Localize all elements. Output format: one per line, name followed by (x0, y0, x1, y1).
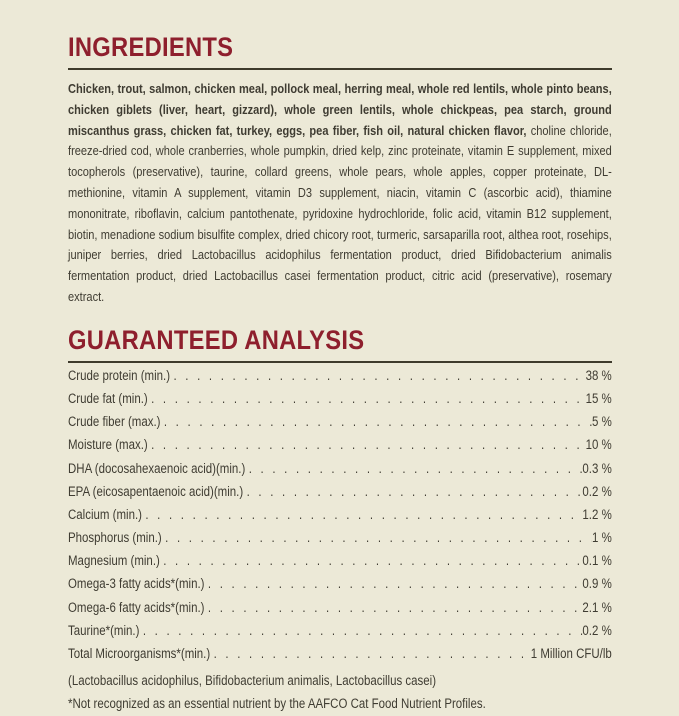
table-row (68, 507, 612, 530)
table-row (68, 646, 612, 669)
analysis-row-label: Moisture (max.) (68, 437, 148, 453)
ingredients-divider (68, 68, 612, 70)
guaranteed-analysis-section (68, 324, 612, 716)
ingredients-paragraph (68, 79, 612, 308)
dot-leader (204, 600, 582, 615)
dot-leader (210, 646, 531, 661)
analysis-row-label: Omega-6 fatty acids*(min.) (68, 599, 205, 615)
analysis-row-value: 0.2 % (582, 622, 612, 638)
analysis-row-label: EPA (eicosapentaenoic acid)(min.) (68, 483, 244, 499)
table-row (68, 576, 612, 599)
analysis-row-value: 2.1 % (582, 599, 612, 615)
ingredients-title: INGREDIENTS (68, 32, 234, 62)
analysis-row-value: 38 % (585, 367, 612, 383)
table-row (68, 484, 612, 507)
analysis-row-label: DHA (docosahexaenoic acid)(min.) (68, 460, 246, 476)
dot-leader (142, 507, 582, 522)
aafco-footnote: *Not recognized as an essential nutrient by the AAFCO Cat Food Nutrient Profiles. (68, 696, 486, 712)
dot-leader (160, 414, 592, 429)
dot-leader (245, 461, 582, 476)
table-row (68, 437, 612, 460)
dot-leader (148, 391, 586, 406)
analysis-row-value: 0.9 % (582, 576, 612, 592)
ingredients-secondary-list: choline chloride, freeze-dried cod, whole cranberries, whole pumpkin, dried kelp, zinc proteinate, vitamin E supplement, mixed tocopherols (preservative), taurine, collard greens, whole pears, whole apples, copper proteinate, DL-methionine, vitamin A supplement, vitamin D3 supplement, niacin, vitamin C (ascorbic acid), thiamine mononitrate, riboflavin, calcium pantothenate, pyridoxine hydrochloride, folic acid, vitamin B12 supplement, biotin, menadione sodium bisulfite complex, dried chicory root, turmeric, sarsaparilla root, althea root, rosehips, juniper berries, dried Lactobacillus acidophilus fermentation product, dried Bifidobacterium animalis fermentation product, dried Lactobacillus casei fermentation product, citric acid (preservative), rosemary extract. (68, 122, 612, 304)
table-row (68, 414, 612, 437)
analysis-row-label: Crude fiber (max.) (68, 414, 161, 430)
ingredients-section (68, 34, 612, 308)
analysis-row-value: 1 Million CFU/lb (530, 646, 612, 662)
analysis-row-label: Phosphorus (min.) (68, 530, 162, 546)
table-row (68, 600, 612, 623)
analysis-row-value: 10 % (585, 437, 612, 453)
ingredients-primary-list: Chicken, trout, salmon, chicken meal, pollock meal, herring meal, whole red lentils, whole pinto beans, chicken giblets (liver, heart, gizzard), whole green lentils, whole chickpeas, pea starch, ground miscanthus grass, chicken fat, turkey, eggs, pea fiber, fish oil, natural chicken flavor, (68, 81, 612, 138)
analysis-row-label: Magnesium (min.) (68, 553, 160, 569)
analysis-row-label: Crude fat (min.) (68, 390, 148, 406)
table-row (68, 461, 612, 484)
dot-leader (139, 623, 582, 638)
dot-leader (148, 437, 586, 452)
dot-leader (243, 484, 582, 499)
analysis-row-label: Taurine*(min.) (68, 622, 140, 638)
analysis-row-value: 15 % (585, 390, 612, 406)
analysis-row-label: Total Microorganisms*(min.) (68, 646, 211, 662)
analysis-row-label: Crude protein (min.) (68, 367, 171, 383)
analysis-row-value: 1.2 % (582, 506, 612, 522)
dot-leader (170, 368, 586, 383)
microorganisms-note: (Lactobacillus acidophilus, Bifidobacterium animalis, Lactobacillus casei) (68, 673, 437, 689)
guaranteed-analysis-divider (68, 361, 612, 363)
analysis-row-label: Calcium (min.) (68, 506, 142, 522)
table-row (68, 623, 612, 646)
analysis-row-value: 0.2 % (582, 483, 612, 499)
guaranteed-analysis-table (68, 368, 612, 716)
table-row (68, 553, 612, 576)
table-row (68, 368, 612, 391)
analysis-row-label: Omega-3 fatty acids*(min.) (68, 576, 205, 592)
guaranteed-analysis-title: GUARANTEED ANALYSIS (68, 324, 365, 355)
dot-leader (160, 553, 583, 568)
analysis-row-value: 0.3 % (582, 460, 612, 476)
analysis-row-value: 5 % (591, 414, 612, 430)
analysis-row-value: 0.1 % (582, 553, 612, 569)
analysis-row-value: 1 % (591, 530, 612, 546)
table-row (68, 530, 612, 553)
dot-leader (204, 576, 582, 591)
table-row (68, 391, 612, 414)
dot-leader (162, 530, 592, 545)
